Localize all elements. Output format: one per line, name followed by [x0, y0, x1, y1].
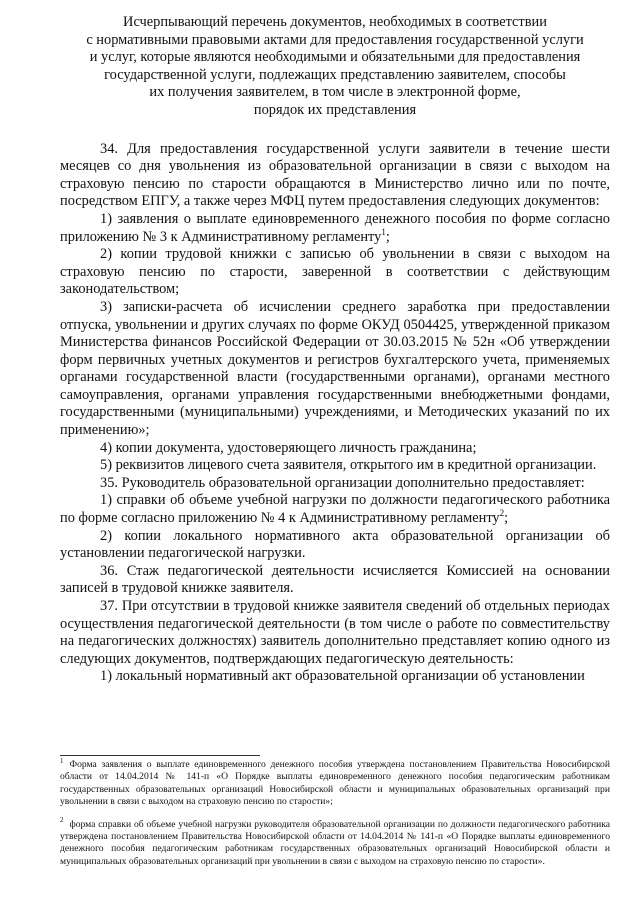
footnote-text: Форма заявления о выплате единовременного денежного пособия утверждена постановлением Правительства Новосибирской области от 14.04.2014 № 141-п «О Порядке выплаты единовременного денежного пособия педагогическим работникам государственных образовательных организаций Новосибирской области и муниципальных образовательных организаций при увольнении в связи с выходом на страховую пенсию по старости»;	[60, 759, 610, 808]
document-page	[60, 14, 610, 686]
footnote-divider	[60, 755, 260, 756]
heading-line: и услуг, которые являются необходимыми и обязательными для предоставления	[89, 49, 581, 66]
paragraph-36: 36. Стаж педагогической деятельности исчисляется Комиссией на основании записей в трудовой книжке заявителя.	[60, 562, 610, 597]
footnote-ref[interactable]: 1	[381, 226, 386, 237]
footnote-mark: 1	[60, 756, 64, 765]
footnote-ref[interactable]: 2	[499, 508, 505, 519]
footnote-2	[60, 816, 610, 869]
list-item-37-1: 1) локальный нормативный акт образовательной организации об установлении	[100, 668, 585, 685]
list-item-34-5: 5) реквизитов лицевого счета заявителя, открытого им в кредитной организации.	[100, 457, 597, 474]
list-item-end: ;	[385, 228, 390, 245]
footnote-text: форма справки об объеме учебной нагрузки руководителя образовательной организации по должности педагогического работника утверждена постановлением Правительства Новосибирской области от 14.04.2014 № 141-п «О Порядке выплаты единовременного денежного пособия педагогическим работникам государственных образовательных организаций Новосибирской области и муниципальных образовательных организаций при увольнении в связи с выходом на страховую пенсию по старости».	[60, 818, 610, 867]
footnote-mark: 2	[60, 816, 64, 825]
list-item-35-1	[60, 492, 610, 527]
list-item-34-2: 2) копии трудовой книжки с записью об увольнении в связи с выходом на страховую пенсию по старости, заверенной в соответствии с действующим законодательством;	[60, 246, 610, 298]
list-item-end: ;	[504, 510, 509, 527]
footnotes	[60, 755, 610, 868]
paragraph-37: 37. При отсутствии в трудовой книжке заявителя сведений об отдельных периодах осуществления педагогической деятельности (в том числе о работе по совместительству на педагогических должностях) заявитель дополнительно представляет копию одного из следующих документов, подтверждающих педагогическую деятельность:	[60, 598, 610, 667]
list-item-34-1	[60, 211, 610, 246]
heading-line: с нормативными правовыми актами для предоставления государственной услуги	[86, 31, 584, 48]
paragraph-34: 34. Для предоставления государственной услуги заявители в течение шести месяцев со дня увольнения из образовательной организации в связи с выходом на страховую пенсию по старости обращаются в Министерство лично или по почте, посредством ЕПГУ, а также через МФЦ путем предоставления следующих документов:	[60, 140, 610, 210]
list-item-35-2: 2) копии локального нормативного акта образовательной организации об установлении педагогической нагрузки.	[60, 527, 610, 562]
list-item-text: 1) заявления о выплате единовременного денежного пособия по форме согласно приложению № 3 к Административному регламенту	[60, 210, 610, 245]
list-item-text: 1) справки об объеме учебной нагрузки по должности педагогического работника по форме согласно приложению № 4 к Административному регламенту	[60, 492, 610, 527]
section-heading	[60, 14, 610, 120]
heading-line: порядок их представления	[253, 101, 417, 118]
heading-line: их получения заявителем, в том числе в электронной форме,	[149, 84, 521, 101]
footnote-1	[60, 756, 610, 809]
heading-line: Исчерпывающий перечень документов, необходимых в соответствии	[123, 14, 547, 30]
paragraph-35: 35. Руководитель образовательной организации дополнительно предоставляет:	[100, 474, 585, 491]
list-item-34-3: 3) записки-расчета об исчислении среднего заработка при предоставлении отпуска, увольнении и других случаях по форме ОКУД 0504425, утвержденной приказом Министерства финансов Российской Федерации от 30.03.2015 № 52н «Об утверждении форм первичных учетных документов и регистров бухгалтерского учета, применяемых органами государственной власти (государственными органами), органами местного самоуправления, органами управления государственными внебюджетными фондами, государственными (муниципальными) учреждениями, и Методических указаний по их применению»;	[60, 298, 610, 439]
list-item-34-4: 4) копии документа, удостоверяющего личность гражданина;	[100, 439, 477, 456]
heading-line: государственной услуги, подлежащих представлению заявителем, способы	[104, 66, 566, 83]
